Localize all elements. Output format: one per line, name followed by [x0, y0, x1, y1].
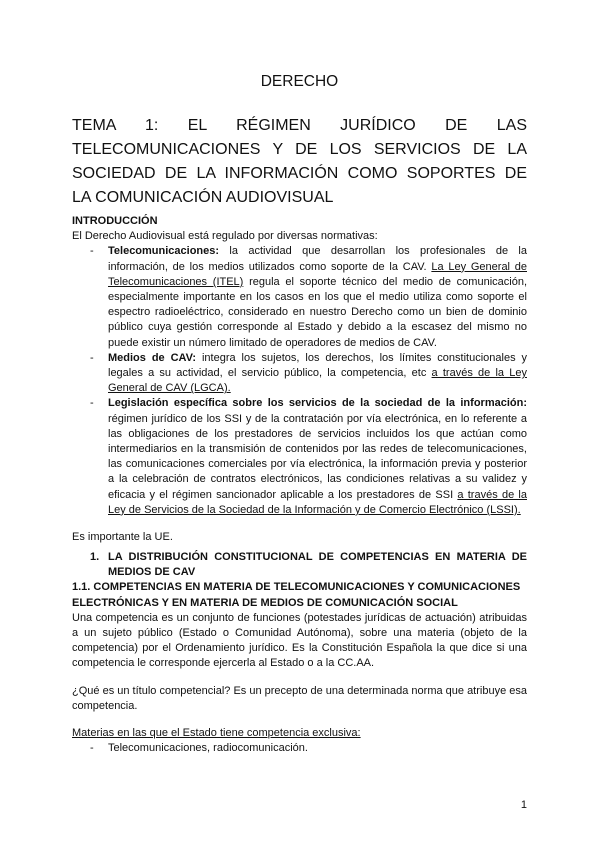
- list-item: [72, 351, 527, 397]
- law-reference: La Ley General de Telecomunicaciones (ITEL): [108, 260, 527, 288]
- law-reference: a través de la Ley de Servicios de la Sociedad de la Información y de Comercio Electrónico (LSSI).: [108, 488, 527, 516]
- law-reference: a través de la Ley General de CAV (LGCA).: [108, 367, 527, 395]
- exclusive-competence-list: [72, 741, 527, 756]
- list-item: - Telecomunicaciones, radiocomunicación.: [72, 741, 527, 756]
- item-term: Telecomunicaciones:: [108, 245, 220, 258]
- document-title: DERECHO: [260, 73, 339, 90]
- section-number: 1.: [90, 551, 100, 563]
- topic-title-line: LA COMUNICACIÓN AUDIOVISUAL: [72, 189, 334, 206]
- intro-lead: El Derecho Audiovisual está regulado por diversas normativas:: [72, 230, 378, 243]
- topic-title-line: SOCIEDAD DE LA INFORMACIÓN COMO SOPORTES DE: [72, 165, 527, 182]
- list-item: [72, 244, 527, 350]
- topic-title-line: TELECOMUNICACIONES Y DE LOS SERVICIOS DE LA: [72, 141, 527, 158]
- topic-title: [72, 114, 527, 210]
- paragraph: Una competencia es un conjunto de funciones (potestades jurídicas de actuación) atribuidas a un sujeto público (Estado o Comunidad Autónoma), sobre una materia (objeto de la competencia) por el Ordenamiento jurídico. Es la Constitución Española la que dice si una competencia le corresponde ejercerla al Estado o a la CC.AA.: [72, 611, 527, 670]
- section-1-heading: [72, 550, 527, 580]
- list-item: [72, 396, 527, 518]
- item-text: regula el soporte técnico del medio de comunicación, especialmente importante en los casos en los que el medio utiliza como soporte el espectro radioeléctrico, considerado en nuestro Derecho como un bien de dominio público cuya gestión corresponde al Estado y debido a la escasez del mismo no puede existir un número limitado de operadores de medios de CAV.: [108, 275, 527, 349]
- item-text: régimen jurídico de los SSI y de la contratación por vía electrónica, en lo referente a las obligaciones de los prestadores de servicios incluidos los que actúan como intermediarios en la transmisión de contenidos por las redes de telecomunicaciones, las comunicaciones comerciales por vía electrónica, la información previa y posterior a la celebración de contratos electrónicos, las condiciones relativas a su validez y eficacia y el régimen sancionador aplicable a los prestadores de SSI: [108, 412, 527, 501]
- item-text: la actividad que desarrollan los profesionales de la información, de los medios utilizados como soporte de la CAV.: [108, 245, 527, 273]
- item-term: Medios de CAV:: [108, 351, 197, 364]
- intro-heading: INTRODUCCIÓN: [72, 215, 158, 227]
- section-1: [72, 550, 527, 756]
- subsection-1-1-heading: 1.1. COMPETENCIAS EN MATERIA DE TELECOMUNICACIONES Y COMUNICACIONES ELECTRÓNICAS Y EN MATERIA DE MEDIOS DE COMUNICACIÓN SOCIAL: [72, 581, 521, 609]
- list-heading: Materias en las que el Estado tiene competencia exclusiva:: [72, 727, 361, 740]
- topic-title-line: TEMA 1: EL RÉGIMEN JURÍDICO DE LAS: [72, 117, 527, 134]
- introduction-section: [72, 214, 527, 545]
- section-heading-text: LA DISTRIBUCIÓN CONSTITUCIONAL DE COMPETENCIAS EN MATERIA DE MEDIOS DE CAV: [108, 551, 527, 579]
- page-number: 1: [520, 799, 527, 811]
- intro-note: Es importante la UE.: [72, 531, 173, 544]
- paragraph: ¿Qué es un título competencial? Es un precepto de una determinada norma que atribuye esa competencia.: [72, 684, 527, 712]
- item-text: integra los sujetos, los derechos, los límites constitucionales y legales a su actividad, el servicio público, la competencia, etc: [108, 351, 528, 380]
- normativas-list: [72, 244, 527, 518]
- item-term: Legislación específica sobre los servicios de la sociedad de la información:: [108, 397, 527, 410]
